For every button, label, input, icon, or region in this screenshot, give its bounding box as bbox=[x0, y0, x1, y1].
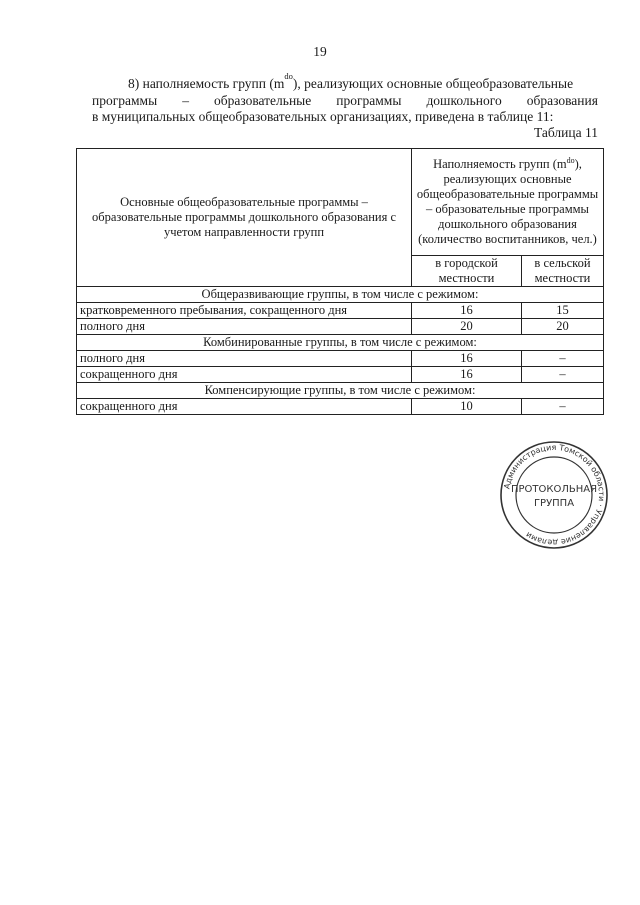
row-label: кратковременного пребывания, сокращенного дня bbox=[77, 303, 412, 319]
paragraph-line-1-pre: 8) наполняемость групп (m bbox=[128, 76, 285, 91]
section-title: Компенсирующие группы, в том числе с режимом: bbox=[77, 383, 604, 399]
row-label: сокращенного дня bbox=[77, 399, 412, 415]
urban-value: 16 bbox=[412, 367, 522, 383]
rural-value: – bbox=[522, 399, 604, 415]
urban-value: 20 bbox=[412, 319, 522, 335]
paragraph-superscript: do bbox=[284, 71, 293, 81]
section-title: Комбинированные группы, в том числе с режимом: bbox=[77, 335, 604, 351]
header-row bbox=[77, 149, 604, 256]
section-row bbox=[77, 287, 604, 303]
header-occupancy bbox=[412, 149, 604, 256]
paragraph-word: – bbox=[182, 92, 189, 108]
table-row bbox=[77, 303, 604, 319]
intro-paragraph bbox=[92, 71, 598, 126]
table-row bbox=[77, 399, 604, 415]
table-caption: Таблица 11 bbox=[534, 125, 598, 140]
rural-value: 20 bbox=[522, 319, 604, 335]
table-row bbox=[77, 351, 604, 367]
row-label: полного дня bbox=[77, 319, 412, 335]
header-rural: в сельской местности bbox=[522, 256, 604, 287]
stamp-inner-line-1: ПРОТОКОЛЬНАЯ bbox=[510, 484, 598, 495]
paragraph-line-3: в муниципальных общеобразовательных организациях, приведена в таблице 11: bbox=[92, 109, 554, 124]
stamp-outer-ring bbox=[501, 442, 607, 548]
stamp-inner-line-2: ГРУППА bbox=[533, 498, 575, 509]
paragraph-word: дошкольного bbox=[426, 92, 502, 108]
rural-value: – bbox=[522, 367, 604, 383]
paragraph-word: образования bbox=[526, 92, 598, 108]
paragraph-word: образовательные bbox=[213, 92, 312, 108]
rural-value: 15 bbox=[522, 303, 604, 319]
stamp-inner-ring bbox=[516, 457, 592, 533]
urban-value: 16 bbox=[412, 303, 522, 319]
table-row bbox=[77, 319, 604, 335]
header-superscript: do bbox=[566, 155, 575, 165]
paragraph-line-2 bbox=[92, 93, 598, 110]
table-row bbox=[77, 367, 604, 383]
paragraph-word: программы bbox=[92, 92, 158, 108]
urban-value: 10 bbox=[412, 399, 522, 415]
page-number: 19 bbox=[313, 44, 327, 59]
row-label: сокращенного дня bbox=[77, 367, 412, 383]
paragraph-line-1 bbox=[92, 71, 598, 93]
header-occupancy-pre: Наполняемость групп (m bbox=[433, 157, 567, 171]
row-label: полного дня bbox=[77, 351, 412, 367]
header-urban: в городской местности bbox=[412, 256, 522, 287]
urban-value: 16 bbox=[412, 351, 522, 367]
header-occupancy-post: ), реализующих основные общеобразовательные программы – образовательные программы дошкольного образования (количество воспитанников, чел.) bbox=[416, 157, 599, 246]
groups-table bbox=[76, 148, 604, 415]
stamp-outer-text: Администрация Томской области · Управление делами bbox=[502, 442, 607, 548]
section-row bbox=[77, 383, 604, 399]
header-programs: Основные общеобразовательные программы – образовательные программы дошкольного образования с учетом направленности групп bbox=[77, 149, 412, 287]
paragraph-line-1-post: ), реализующих основные общеобразовательные bbox=[292, 76, 574, 91]
section-row bbox=[77, 335, 604, 351]
section-title: Общеразвивающие группы, в том числе с режимом: bbox=[77, 287, 604, 303]
rural-value: – bbox=[522, 351, 604, 367]
paragraph-word: программы bbox=[336, 92, 402, 108]
protocol-group-stamp bbox=[498, 440, 610, 550]
